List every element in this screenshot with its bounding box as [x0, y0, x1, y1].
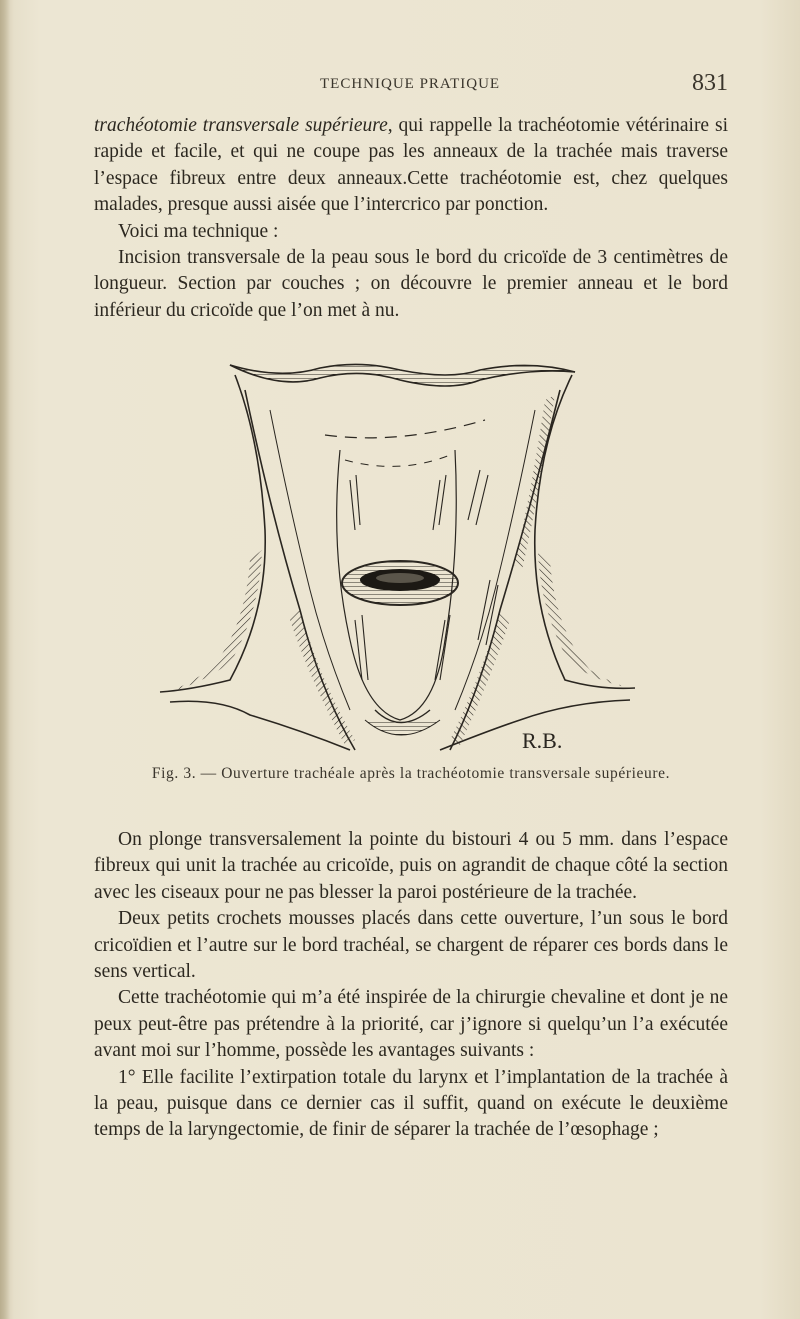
figure-tracheotomy-illustration	[150, 350, 650, 765]
paragraph-incision: Incision transversale de la peau sous le bord du cricoïde de 3 centimètres de longueur. Section par couches ; on découvre le premier anneau et le bord inférieur du cricoïde que l’on met à nu.	[94, 247, 728, 321]
paragraph-continuation	[94, 113, 728, 219]
paragraph-continuation-text: , qui rappelle la trachéotomie vétérinaire si rapide et facile, et qui ne coupe pas les anneaux de la trachée mais traverse l’espace fibreux entre deux anneaux.Cette trachéotomie est, chez quelques malades, presque aussi aisée que l’intercrico par ponction.	[94, 115, 728, 216]
italic-term: trachéotomie transversale supérieure	[94, 115, 388, 136]
running-head: TECHNIQUE PRATIQUE	[320, 76, 501, 92]
paragraph-technique-intro: Voici ma technique :	[118, 220, 279, 242]
figure-caption: Fig. 3. — Ouverture trachéale après la trachéotomie transversale supérieure.	[151, 765, 671, 782]
paragraph-plonge: On plonge transversalement la pointe du bistouri 4 ou 5 mm. dans l’espace fibreux qui unit la trachée au cricoïde, puis on agrandit de chaque côté la section avec les ciseaux pour ne pas blesser la paroi postérieure de la trachée.	[94, 829, 728, 903]
top-text-block	[94, 113, 728, 324]
paragraph-chirurgie: Cette trachéotomie qui m’a été inspirée de la chirurgie chevaline et dont je ne peux peut-être pas prétendre à la priorité, car j’ignore si quelqu’un l’a exécutée avant moi sur l’homme, possède les avantages suivants :	[94, 987, 728, 1062]
tracheal-opening	[342, 561, 458, 605]
paragraph-avantage-1: 1° Elle facilite l’extirpation totale du larynx et l’implantation de la trachée à la peau, puisque dans ce dernier cas il suffit, quand on exécute le deuxième temps de la laryngectomie, de finir de séparer la trachée de l’œsophage ;	[94, 1066, 728, 1141]
artist-signature: R.B.	[522, 728, 563, 753]
page-header	[100, 70, 728, 100]
paragraph-crochets: Deux petits crochets mousses placés dans cette ouverture, l’un sous le bord cricoïdien et l’autre sur le bord trachéal, se chargent de réparer ces bords dans le sens vertical.	[94, 908, 728, 983]
page-number: 831	[692, 70, 728, 96]
neck-illustration	[150, 350, 650, 765]
bottom-text-block	[94, 827, 728, 1144]
